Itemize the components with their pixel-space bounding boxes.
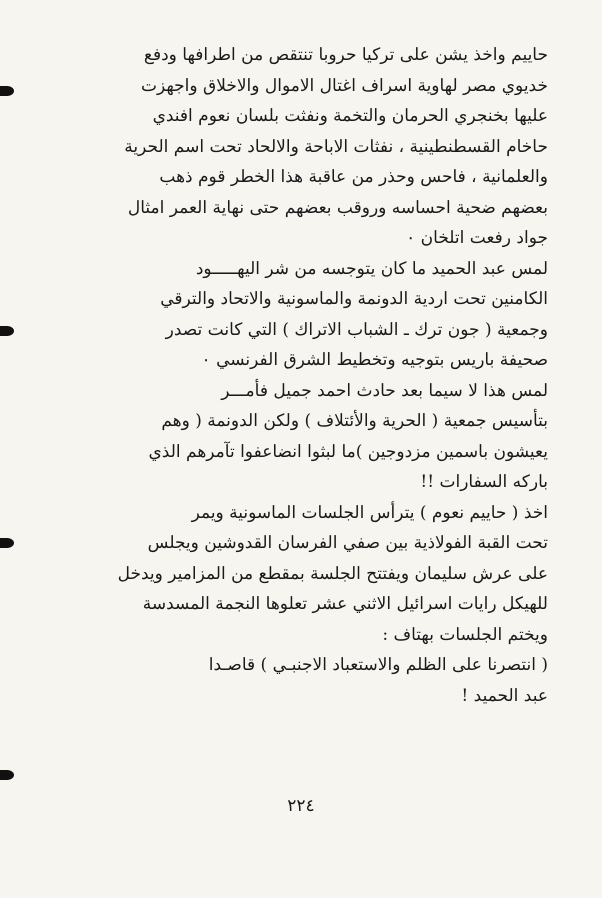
text-line: حاخام القسطنطينية ، نفثات الاباحة والالحاد تحت اسم الحرية bbox=[124, 136, 548, 157]
paragraph-4 bbox=[58, 498, 548, 651]
binding-mark bbox=[0, 326, 14, 336]
binding-mark bbox=[0, 538, 14, 548]
body-text bbox=[58, 40, 548, 711]
text-line: يعيشون باسمين مزدوجين )ما لبثوا انضاعفوا تآمرهم الذي bbox=[148, 441, 548, 462]
text-line: جواد رفعت اتلخان ٠ bbox=[406, 228, 548, 248]
paragraph-3 bbox=[58, 376, 548, 498]
text-line: لمس هذا لا سيما بعد حادث احمد جميل فأمـــر bbox=[221, 380, 548, 401]
text-line: ( انتصرنا على الظلم والاستعباد الاجنبـي ) قاصـدا bbox=[208, 655, 548, 675]
text-line: وجمعية ( جون ترك ـ الشباب الاتراك ) التي كانت تصدر bbox=[165, 319, 548, 340]
text-line: والعلمانية ، فاحس وحذر من عاقبة هذا الخطر قوم ذهب bbox=[159, 167, 548, 187]
text-line: تحت القبة الفولاذية بين صفي الفرسان القدوشين ويجلس bbox=[147, 533, 548, 553]
binding-mark bbox=[0, 86, 14, 96]
text-line: خديوي مصر لهاوية اسراف اغتال الاموال والاخلاق واجهزت bbox=[140, 75, 548, 96]
text-line: حاييم واخذ يشن على تركيا حروبا تنتقص من اطرافها ودفع bbox=[143, 45, 548, 65]
text-line: ويختم الجلسات بهتاف : bbox=[382, 624, 548, 645]
text-line: باركه السفارات !! bbox=[420, 472, 548, 492]
paragraph-1 bbox=[58, 40, 548, 254]
binding-mark bbox=[0, 770, 14, 780]
text-line: اخذ ( حاييم نعوم ) يترأس الجلسات الماسونية ويمر bbox=[191, 502, 548, 523]
text-line: على عرش سليمان ويفتتح الجلسة بمقطع من المزامير ويدخل bbox=[117, 563, 548, 584]
text-line: بتأسيس جمعية ( الحرية والأئتلاف ) ولكن الدونمة ( وهم bbox=[161, 411, 548, 431]
text-line: الكامنين تحت اردية الدونمة والماسونية والاتحاد والترقي bbox=[160, 289, 548, 309]
paragraph-5 bbox=[58, 650, 548, 711]
text-line: لمس عبد الحميد ما كان يتوجسه من شر اليهـــــود bbox=[195, 258, 548, 279]
page-number: ٢٢٤ bbox=[287, 796, 315, 816]
text-line: بعضهم ضحية احساسه وروقب بعضهم حتى نهاية العمر امثال bbox=[127, 197, 548, 218]
paragraph-2 bbox=[58, 254, 548, 376]
text-line: للهيكل رايات اسرائيل الاثني عشر تعلوها النجمة المسدسة bbox=[142, 594, 548, 614]
text-line: عليها بخنجري الحرمان والتخمة ونفثت بلسان نعوم افندي bbox=[152, 106, 548, 126]
text-line: صحيفة باريس بتوجيه وتخطيط الشرق الفرنسي ٠ bbox=[201, 350, 548, 370]
text-line: عبد الحميد ! bbox=[461, 685, 548, 706]
